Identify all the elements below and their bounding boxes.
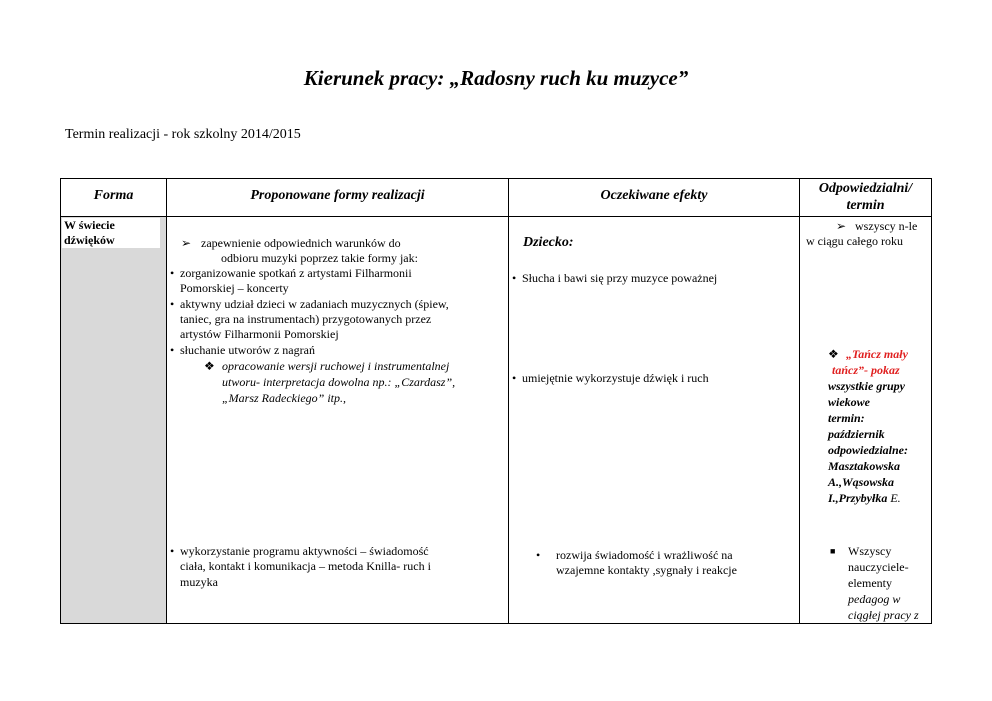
forma-label: W świecie dźwięków xyxy=(62,218,160,248)
event-detail: A.,Wąsowska xyxy=(828,475,895,489)
list-item-continuation: elementy xyxy=(848,576,892,590)
event-title: „Tańcz mały xyxy=(846,347,908,361)
list-item: zapewnienie odpowiednich warunków do xyxy=(201,236,401,250)
event-detail: październik xyxy=(828,427,885,441)
list-item: Słucha i bawi się przy muzyce poważnej xyxy=(522,271,718,285)
list-item: zorganizowanie spotkań z artystami Filharmonii xyxy=(180,266,412,280)
list-item: wszyscy n-le xyxy=(855,219,918,233)
dot-bullet-icon: • xyxy=(512,271,517,285)
header-odpowiedzialni: Odpowiedzialni/ xyxy=(818,181,913,196)
page-title: Kierunek pracy: „Radosny ruch ku muzyce” xyxy=(303,66,689,90)
dot-bullet-icon: • xyxy=(170,343,175,357)
list-item-continuation: Pomorskiej – koncerty xyxy=(180,281,289,295)
dot-bullet-icon: • xyxy=(170,297,175,311)
event-detail: odpowiedzialne: xyxy=(828,443,908,457)
dot-bullet-icon: • xyxy=(512,371,517,385)
dot-bullet-icon: • xyxy=(536,548,541,562)
list-item-continuation: odbioru muzyki poprzez takie formy jak: xyxy=(221,251,418,265)
square-bullet-icon: ■ xyxy=(830,546,836,556)
event-detail-suffix: E. xyxy=(887,491,901,505)
header-termin: termin xyxy=(846,198,885,213)
list-item: Wszyscy xyxy=(848,544,892,558)
list-item-continuation: muzyka xyxy=(180,575,218,589)
event-detail: I.,Przybyłka xyxy=(828,491,888,505)
list-item: umiejętnie wykorzystuje dźwięk i ruch xyxy=(522,371,709,385)
list-item-continuation: nauczyciele- xyxy=(848,560,909,574)
event-detail: termin: xyxy=(828,411,865,425)
dot-bullet-icon: • xyxy=(170,544,175,558)
list-item: rozwija świadomość i wrażliwość na xyxy=(556,548,733,562)
list-item-continuation: pedagog w xyxy=(848,592,901,606)
list-item-continuation: ciała, kontakt i komunikacja – metoda Knilla- ruch i xyxy=(180,559,431,573)
header-forma: Forma xyxy=(93,188,134,203)
diamond-bullet-icon: ❖ xyxy=(204,359,215,373)
sub-list-item-continuation: „Marsz Radeckiego” itp., xyxy=(222,391,346,405)
header-proponowane: Proponowane formy realizacji xyxy=(250,188,425,203)
list-item-continuation: wzajemne kontakty ,sygnały i reakcje xyxy=(556,563,737,577)
subtitle: Termin realizacji - rok szkolny 2014/2015 xyxy=(65,127,301,142)
event-detail: Masztakowska xyxy=(828,459,901,473)
arrow-bullet-icon: ➢ xyxy=(181,236,192,250)
sub-list-item: opracowanie wersji ruchowej i instrumentalnej xyxy=(222,359,450,373)
header-oczekiwane: Oczekiwane efekty xyxy=(600,188,708,203)
list-item: aktywny udział dzieci w zadaniach muzycznych (śpiew, xyxy=(180,297,449,311)
forma-column-shading xyxy=(60,217,167,623)
event-detail: wiekowe xyxy=(828,395,870,409)
list-item-continuation: ciągłej pracy z xyxy=(848,608,919,622)
list-item-continuation: w ciągu całego roku xyxy=(806,234,903,248)
list-item-continuation: artystów Filharmonii Pomorskiej xyxy=(180,327,339,341)
diamond-bullet-icon: ❖ xyxy=(828,347,839,361)
list-item: słuchanie utworów z nagrań xyxy=(180,343,315,357)
arrow-bullet-icon: ➢ xyxy=(836,219,847,233)
dot-bullet-icon: • xyxy=(170,266,175,280)
sub-list-item-continuation: utworu- interpretacja dowolna np.: „Czardasz”, xyxy=(222,375,456,389)
list-item: wykorzystanie programu aktywności – świadomość xyxy=(180,544,429,558)
event-detail: wszystkie grupy xyxy=(828,379,906,393)
efekty-heading: Dziecko: xyxy=(523,235,574,250)
event-title-continuation: tańcz”- pokaz xyxy=(832,363,900,377)
list-item-continuation: taniec, gra na instrumentach) przygotowanych przez xyxy=(180,312,432,326)
